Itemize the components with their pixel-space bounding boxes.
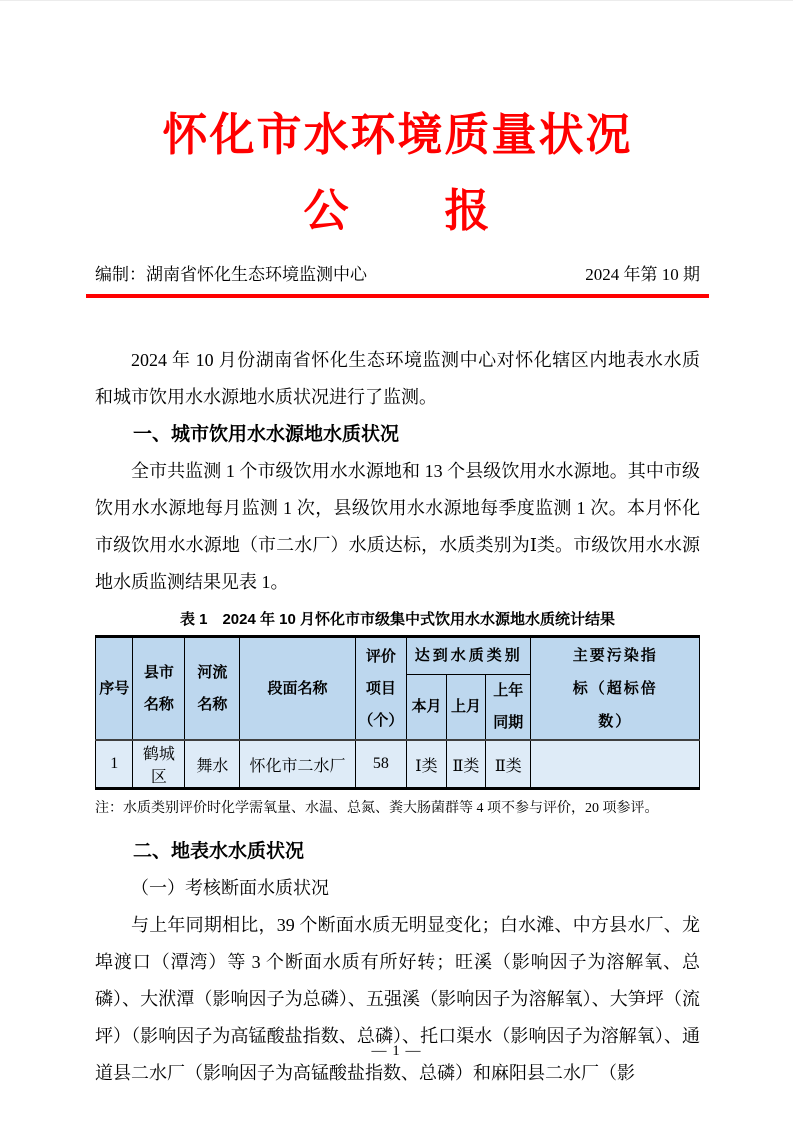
cell-items: 58: [355, 740, 406, 789]
table1-caption: 表 1 2024 年 10 月怀化市市级集中式饮用水水源地水质统计结果: [179, 611, 616, 628]
section1-paragraph: 全市共监测 1 个市级饮用水水源地和 13 个县级饮用水水源地。其中市级饮用水水源地每月监测 1 次，县级饮用水水源地每季度监测 1 次。本月怀化市级饮用水水源地（市二水厂）水质达标，水质类别为Ⅰ类。市级饮用水水源地水质监测结果见表 1。: [95, 461, 700, 592]
col-header-last-year-line2: 同期: [493, 714, 524, 731]
col-header-seq: 序号: [96, 637, 133, 741]
section2-subheading: （一）考核断面水质状况: [131, 878, 329, 898]
water-quality-table: [95, 635, 700, 790]
col-header-river-line1: 河流: [197, 663, 228, 681]
col-header-this-month: 本月: [407, 675, 447, 741]
col-header-last-year-line1: 上年: [493, 682, 524, 699]
col-header-pollutant: [531, 637, 700, 741]
col-header-pollutant-line2: 标（超标倍: [572, 680, 658, 697]
col-header-pollutant-line1: 主要污染指: [572, 647, 658, 664]
cell-last-month: Ⅱ类: [446, 740, 485, 789]
doc-title-line2: 公 报: [303, 185, 492, 236]
section1-heading: 一、城市饮用水水源地水质状况: [133, 424, 400, 445]
section2-heading: 二、地表水水质状况: [133, 841, 305, 862]
col-header-river: [185, 637, 240, 741]
page-number: — 1 —: [371, 1043, 422, 1059]
doc-title: [95, 97, 700, 249]
issue-row: [95, 263, 700, 287]
col-header-last-year: [486, 675, 531, 741]
table-header-row-1: [96, 637, 700, 675]
issue-number: 2024 年第 10 期: [585, 265, 700, 284]
col-header-last-month: 上月: [446, 675, 485, 741]
col-header-items-line1: 评价: [365, 647, 396, 665]
masthead-divider: [86, 294, 709, 298]
publisher-label: 编制：湖南省怀化生态环境监测中心: [95, 265, 367, 284]
col-header-class-group: 达到水质类别: [407, 637, 531, 675]
col-header-items-line3: （个）: [358, 711, 404, 729]
cell-seq: 1: [96, 740, 133, 789]
col-header-section: 段面名称: [240, 637, 355, 741]
cell-last-year: Ⅱ类: [486, 740, 531, 789]
col-header-county-line1: 县市: [143, 663, 174, 681]
cell-river: 舞水: [185, 740, 240, 789]
cell-this-month: Ⅰ类: [407, 740, 447, 789]
doc-title-line1: 怀化市水环境质量状况: [162, 109, 633, 160]
cell-county: 鹤城区: [133, 740, 185, 789]
col-header-county: [133, 637, 185, 741]
cell-section: 怀化市二水厂: [240, 740, 355, 789]
col-header-county-line2: 名称: [143, 695, 174, 713]
section2-paragraph: 与上年同期相比，39 个断面水质无明显变化；白水滩、中方县水厂、龙埠渡口（潭湾）等 3 个断面水质有所好转；旺溪（影响因子为溶解氧、总磷）、大洑潭（影响因子为总磷）、五强溪（影响因子为溶解氧）、大笋坪（流坪）（影响因子为高锰酸盐指数、总磷）、托口渠水（影响因子为溶解氧）、通道县二水厂（影响因子为高锰酸盐指数、总磷）和麻阳县二水厂（影: [95, 915, 700, 1083]
col-header-pollutant-line3: 数）: [598, 713, 633, 730]
table1-note: 注：水质类别评价时化学需氧量、水温、总氮、粪大肠菌群等 4 项不参与评价，20 项参评。: [95, 801, 659, 816]
intro-paragraph: 2024 年 10 月份湖南省怀化生态环境监测中心对怀化辖区内地表水水质和城市饮用水水源地水质状况进行了监测。: [95, 350, 700, 407]
cell-pollutant: [531, 740, 700, 789]
table-row: [96, 740, 700, 789]
col-header-items-line2: 项目: [365, 679, 396, 697]
col-header-river-line2: 名称: [197, 695, 228, 713]
col-header-items: [355, 637, 406, 741]
